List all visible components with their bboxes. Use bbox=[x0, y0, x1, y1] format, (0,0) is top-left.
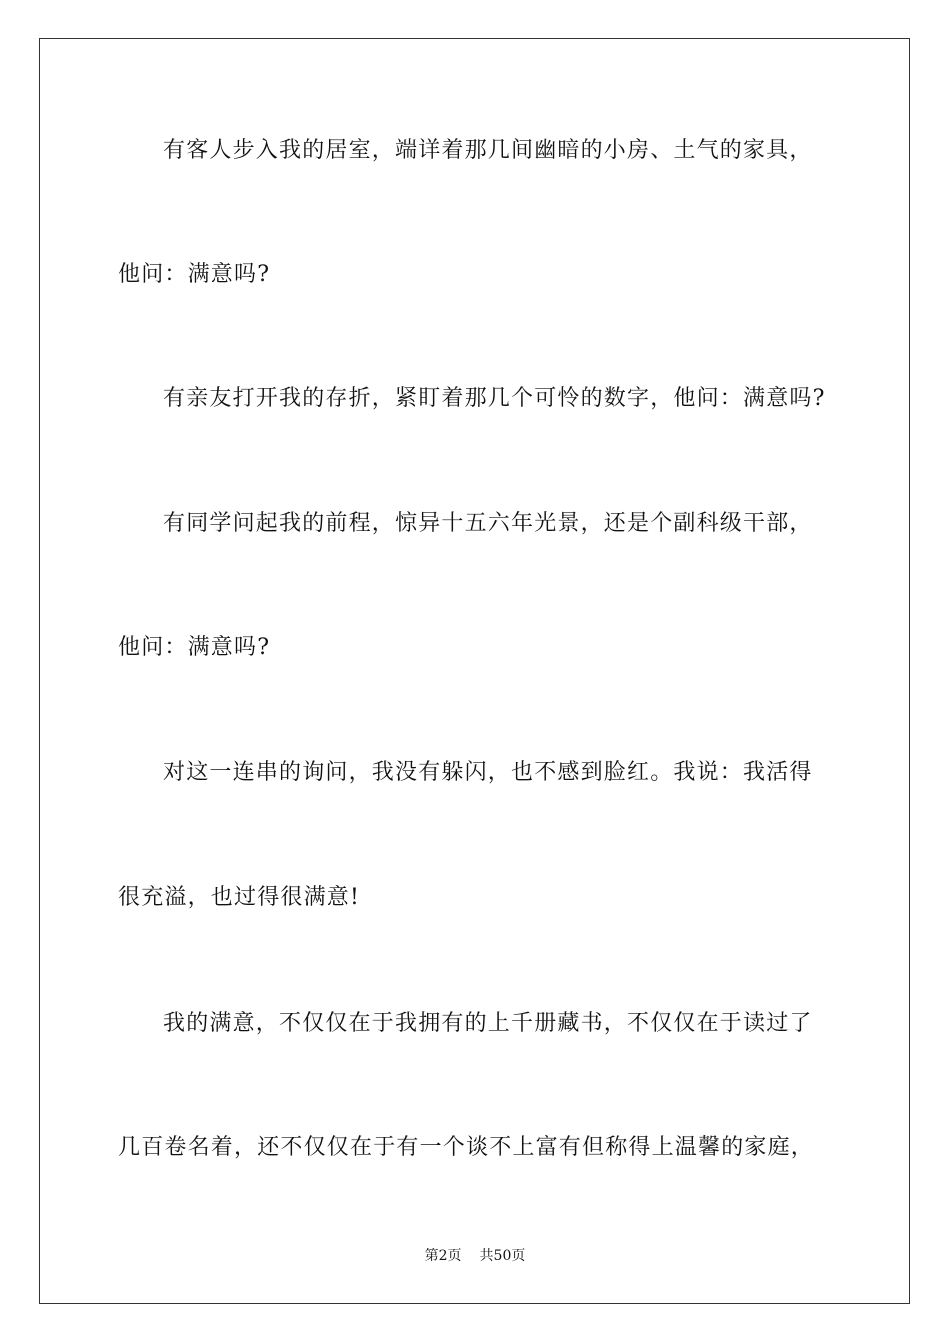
page-footer bbox=[0, 1247, 950, 1265]
text-line: 他问：满意吗? bbox=[118, 635, 271, 660]
text-line: 对这一连串的询问，我没有躲闪，也不感到脸红。我说：我活得 bbox=[163, 760, 813, 785]
text-line: 有亲友打开我的存折，紧盯着那几个可怜的数字，他问：满意吗? bbox=[163, 386, 826, 411]
text-line: 很充溢，也过得很满意! bbox=[118, 885, 361, 910]
text-line: 我的满意，不仅仅在于我拥有的上千册藏书，不仅仅在于读过了 bbox=[163, 1011, 813, 1036]
text-line: 他问：满意吗? bbox=[118, 262, 271, 287]
text-line: 有客人步入我的居室，端详着那几间幽暗的小房、土气的家具， bbox=[163, 138, 813, 163]
page-border bbox=[39, 38, 910, 1304]
text-line: 有同学问起我的前程，惊异十五六年光景，还是个副科级干部， bbox=[163, 511, 813, 536]
page-total: 共50页 bbox=[479, 1248, 526, 1264]
page-number: 第2页 bbox=[424, 1248, 462, 1264]
text-line: 几百卷名着，还不仅仅在于有一个谈不上富有但称得上温馨的家庭， bbox=[118, 1135, 815, 1160]
